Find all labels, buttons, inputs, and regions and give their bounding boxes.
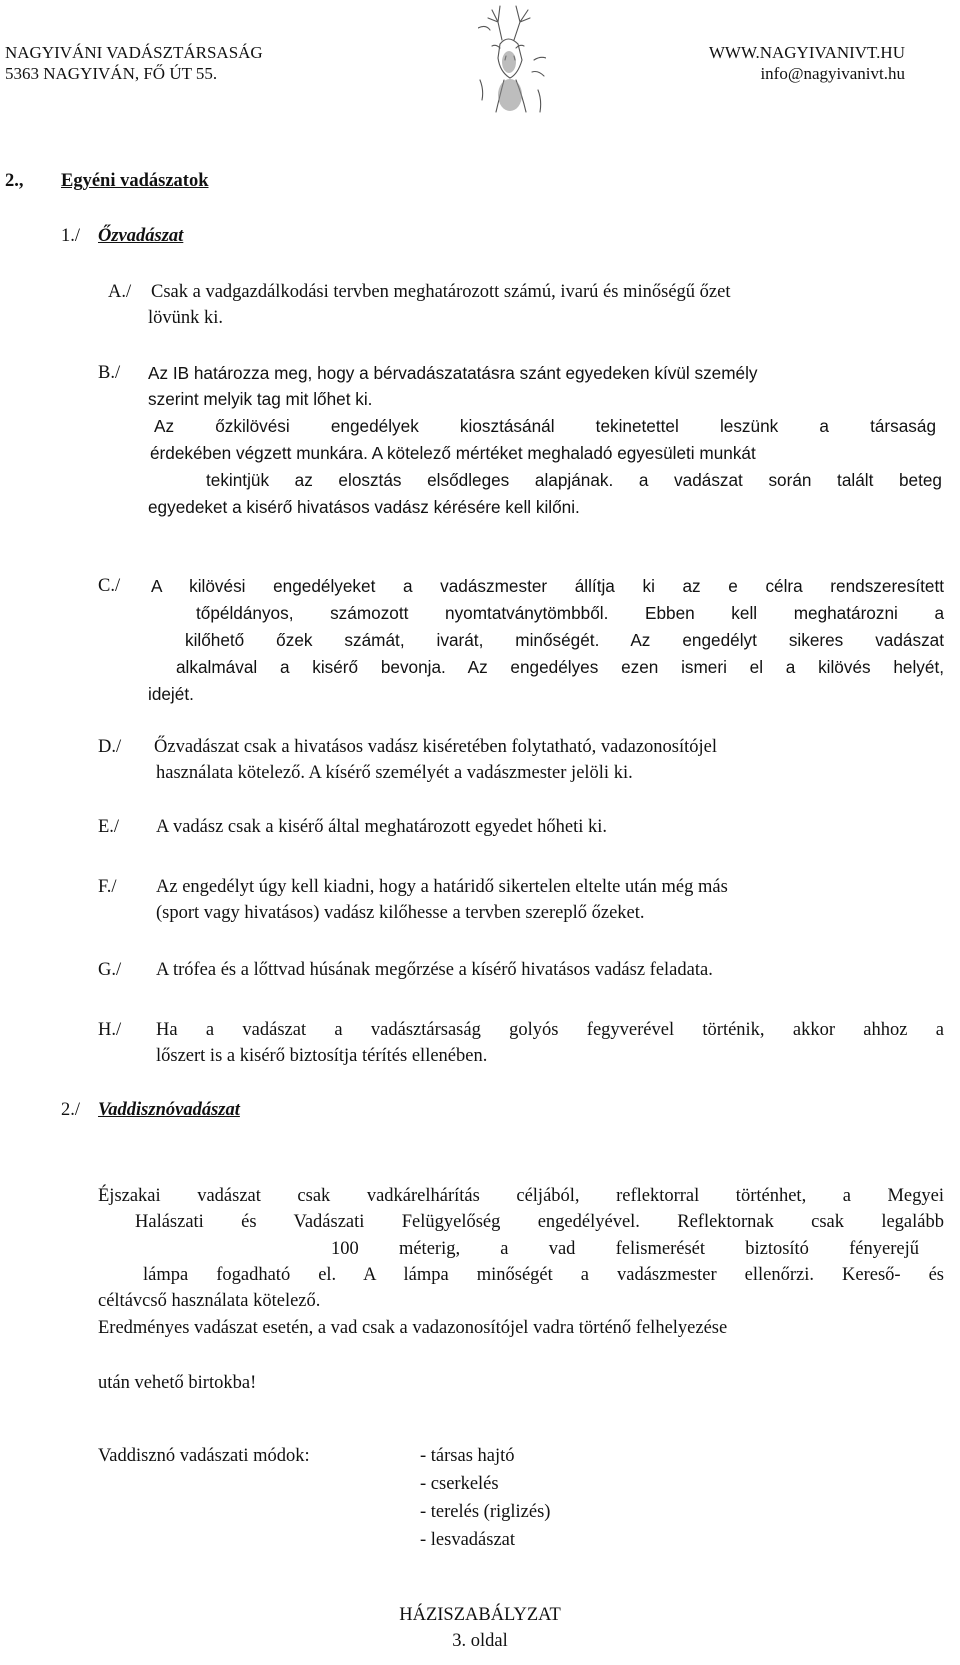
item-b-line: Az őzkilövési engedélyek kiosztásánál tekinetettel leszünk a társaság [154,416,936,436]
item-f-line: (sport vagy hivatásos) vadász kilőhesse a tervben szereplő őzeket. [156,903,645,923]
sub1-title: Őzvadászat [98,226,184,246]
item-b-line: szerint melyik tag mit lőhet ki. [148,389,373,409]
item-c-line: kilőhető őzek számát, ivarát, minőségét. Az engedélyt sikeres vadászat [185,630,944,650]
item-h-label: H./ [98,1020,122,1040]
sub2-paragraph-line: lámpa fogadható el. A lámpa minőségét a vadászmester ellenőrzi. Kereső- és [143,1265,944,1285]
item-d-line: Őzvadászat csak a hivatásos vadász kiséretében folytatható, vadazonosítójel [154,737,718,757]
sub2-title: Vaddisznóvadászat [98,1100,240,1120]
modes-label: Vaddisznó vadászati módok: [98,1446,310,1466]
item-a-line: lövünk ki. [148,308,224,328]
mode-item: - terelés (riglizés) [420,1502,551,1522]
item-e-label: E./ [98,817,120,837]
item-g-label: G./ [98,960,122,980]
item-b-line: érdekében végzett munkára. A kötelező mértéket meghaladó egyesületi munkát [150,443,756,463]
item-h-line: lőszert is a kisérő biztosítja térítés ellenében. [156,1046,488,1066]
footer-title: HÁZISZABÁLYZAT [399,1605,561,1625]
mode-item: - társas hajtó [420,1446,515,1466]
org-address: 5363 NAGYIVÁN, FŐ ÚT 55. [5,64,218,83]
item-b-label: B./ [98,363,121,383]
sub2-paragraph-line: céltávcső használata kötelező. [98,1291,321,1311]
item-f-line: Az engedélyt úgy kell kiadni, hogy a határidő sikertelen eltelte után még más [156,877,728,897]
sub2-paragraph-line: Halászati és Vadászati Felügyelőség engedélyével. Reflektornak csak legalább [135,1212,944,1232]
sub2-paragraph-line: Eredményes vadászat esetén, a vad csak a vadazonosítójel vadra történő felhelyezése [98,1318,728,1338]
roe-deer-logo-icon [478,0,546,118]
sub2-paragraph-line: Éjszakai vadászat csak vadkárelhárítás céljából, reflektorral történhet, a Megyei [98,1186,944,1206]
item-c-line: alkalmával a kisérő bevonja. Az engedélyes ezen ismeri el a kilövés helyét, [176,657,944,677]
item-g-line: A trófea és a lőttvad húsának megőrzése a kísérő hivatásos vadász feladata. [156,960,713,980]
item-d-line: használata kötelező. A kísérő személyét a vadászmester jelöli ki. [156,763,633,783]
item-b-line: tekintjük az elosztás elsődleges alapjának. a vadászat során talált beteg [206,470,942,490]
org-website[interactable]: WWW.NAGYIVANIVT.HU [708,43,905,62]
sub2-paragraph-line: 100 méterig, a vad felismerését biztosító fényerejű [331,1239,919,1259]
item-a-label: A./ [108,282,132,302]
mode-item: - lesvadászat [420,1530,516,1550]
item-e-line: A vadász csak a kisérő által meghatározott egyedet hőheti ki. [156,817,608,837]
sub2-number: 2./ [61,1100,81,1120]
item-f-label: F./ [98,877,117,897]
section-title: Egyéni vadászatok [61,171,209,191]
item-c-line: A kilövési engedélyeket a vadászmester állítja ki az e célra rendszeresített [151,576,944,596]
item-b-line: egyedeket a kisérő hivatásos vadász kérésére kell kilőni. [148,497,580,517]
item-b-line: Az IB határozza meg, hogy a bérvadászatatásra szánt egyedeken kívül személy [148,363,758,383]
org-name: NAGYIVÁNI VADÁSZTÁRSASÁG [5,43,263,62]
mode-item: - cserkelés [420,1474,499,1494]
sub1-number: 1./ [61,226,81,246]
sub2-paragraph-line: után vehető birtokba! [98,1373,257,1393]
item-c-line: tőpéldányos, számozott nyomtatványtömbből. Ebben kell meghatározni a [196,603,944,623]
org-email[interactable]: info@nagyivanivt.hu [760,64,905,83]
section-number: 2., [5,171,24,191]
item-d-label: D./ [98,737,122,757]
item-c-label: C./ [98,576,121,596]
item-c-line: idejét. [148,684,194,704]
item-a-line: Csak a vadgazdálkodási tervben meghatározott számú, ivarú és minőségű őzet [151,282,731,302]
item-h-line: Ha a vadászat a vadásztársaság golyós fegyverével történik, akkor ahhoz a [156,1020,944,1040]
footer-page: 3. oldal [452,1631,508,1651]
